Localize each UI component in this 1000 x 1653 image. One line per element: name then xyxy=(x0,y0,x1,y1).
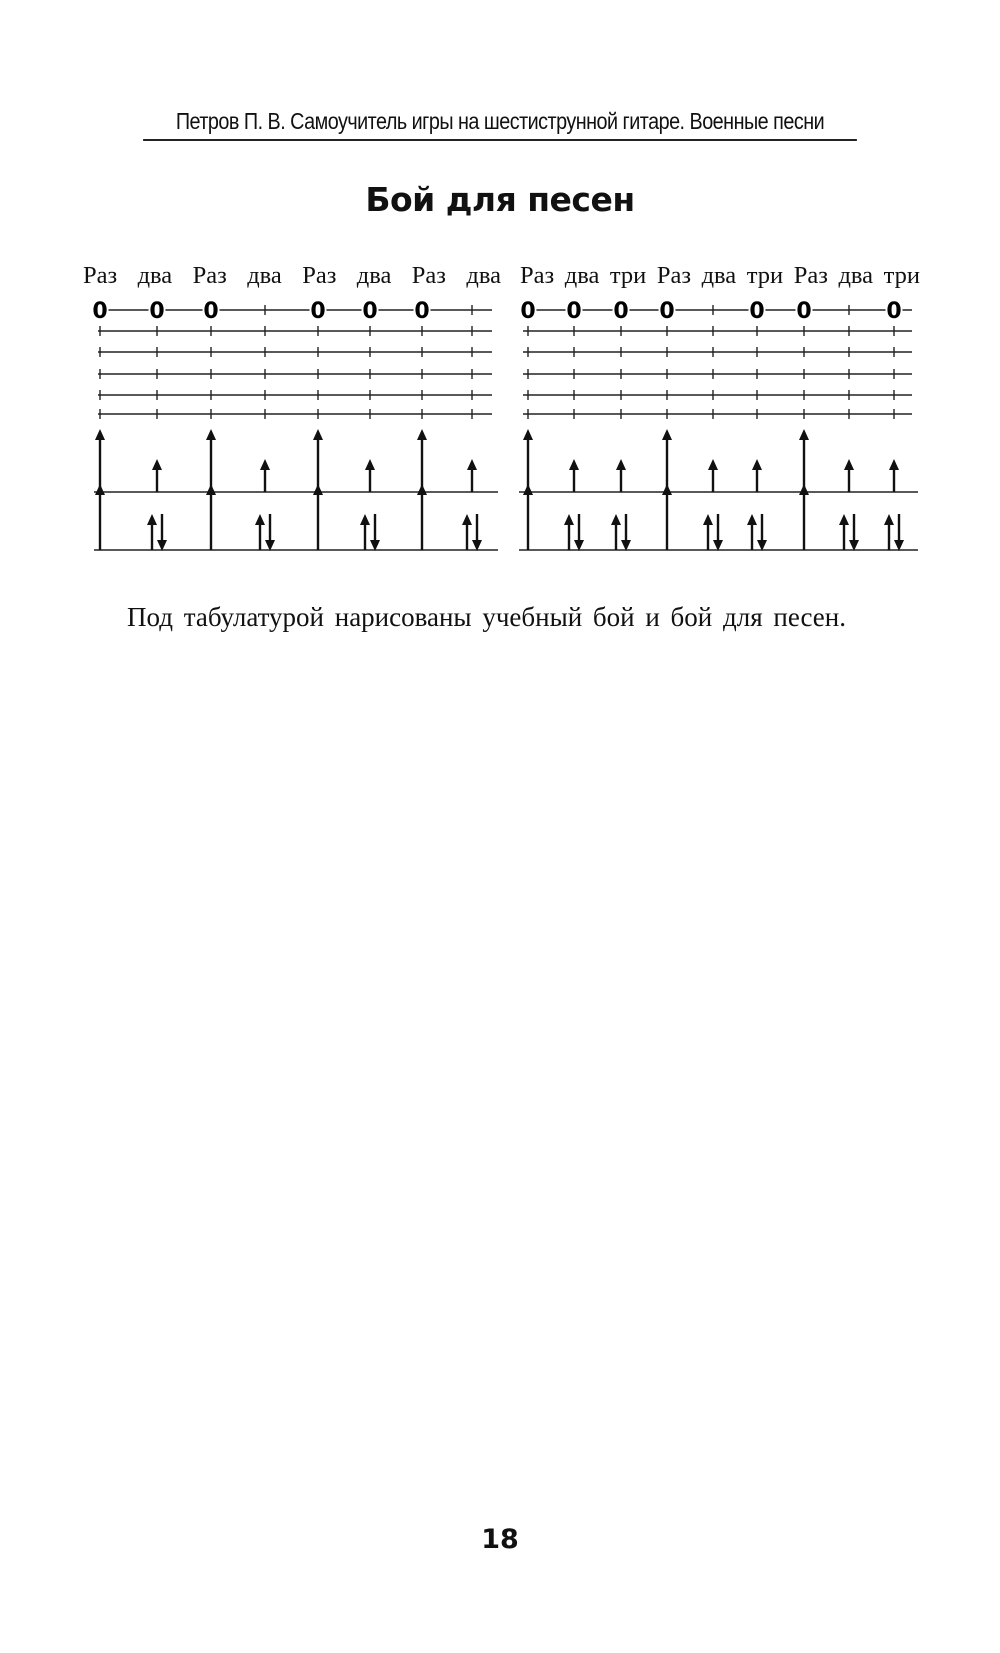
left-training-up-short-head xyxy=(467,459,477,470)
count-word: два xyxy=(564,262,600,289)
right-song-up-head xyxy=(611,514,621,525)
right-fret-number: 0 xyxy=(749,300,765,324)
left-song-up-long-head xyxy=(95,484,105,495)
count-word: Раз xyxy=(656,262,692,289)
left-song-up-long-head xyxy=(206,484,216,495)
left-song-up-long-head xyxy=(313,484,323,495)
right-song-up-head xyxy=(884,514,894,525)
right-training-up-long-head xyxy=(799,429,809,440)
right-song-up-head xyxy=(747,514,757,525)
left-training-up-short-head xyxy=(152,459,162,470)
left-training-up-long-head xyxy=(417,429,427,440)
right-training-up-short-head xyxy=(616,459,626,470)
count-row-right xyxy=(520,262,920,296)
count-word: два xyxy=(838,262,874,289)
right-song-up-long-head xyxy=(523,484,533,495)
count-word: Раз xyxy=(793,262,828,289)
count-word: Раз xyxy=(520,262,555,289)
body-paragraph: Под табулатурой нарисованы учебный бой и бой для песен. xyxy=(127,602,846,632)
section-title: Бой для песен xyxy=(365,180,635,219)
left-fret-number: 0 xyxy=(203,300,219,324)
right-song-up-long-head xyxy=(662,484,672,495)
right-fret-number: 0 xyxy=(566,300,582,324)
right-fret-number: 0 xyxy=(886,300,902,324)
left-song-up-head xyxy=(462,514,472,525)
right-fret-number: 0 xyxy=(520,300,536,324)
left-fret-number: 0 xyxy=(414,300,430,324)
page-number: 18 xyxy=(481,1524,519,1555)
count-word: Раз xyxy=(83,262,118,289)
right-training-up-long-head xyxy=(662,429,672,440)
count-word: Раз xyxy=(192,262,227,289)
right-training-up-short-head xyxy=(569,459,579,470)
left-training-up-short-head xyxy=(260,459,270,470)
count-word: Раз xyxy=(302,262,337,289)
left-training-up-long-head xyxy=(206,429,216,440)
strumming-tablature xyxy=(0,300,1000,570)
count-word: три xyxy=(609,262,647,289)
left-training-up-long-head xyxy=(313,429,323,440)
count-word: Раз xyxy=(411,262,446,289)
count-word: два xyxy=(137,262,173,289)
left-song-up-head xyxy=(255,514,265,525)
right-fret-number: 0 xyxy=(659,300,675,324)
left-song-up-head xyxy=(360,514,370,525)
left-training-up-long-head xyxy=(95,429,105,440)
left-song-up-head xyxy=(147,514,157,525)
right-song-up-head xyxy=(703,514,713,525)
right-fret-number: 0 xyxy=(796,300,812,324)
left-fret-number: 0 xyxy=(149,300,165,324)
right-song-up-long-head xyxy=(799,484,809,495)
left-song-up-long-head xyxy=(417,484,427,495)
left-fret-number: 0 xyxy=(310,300,326,324)
count-word: два xyxy=(701,262,737,289)
count-row-left xyxy=(83,262,501,296)
right-training-up-short-head xyxy=(844,459,854,470)
right-fret-number: 0 xyxy=(613,300,629,324)
left-fret-number: 0 xyxy=(92,300,108,324)
count-word: два xyxy=(247,262,282,289)
count-word: два xyxy=(356,262,392,289)
right-training-up-short-head xyxy=(708,459,718,470)
count-word: три xyxy=(883,262,920,289)
right-song-up-head xyxy=(564,514,574,525)
right-training-up-short-head xyxy=(752,459,762,470)
count-word: два xyxy=(466,262,501,289)
right-training-up-short-head xyxy=(889,459,899,470)
left-fret-number: 0 xyxy=(362,300,378,324)
right-training-up-long-head xyxy=(523,429,533,440)
right-song-up-head xyxy=(839,514,849,525)
left-training-up-short-head xyxy=(365,459,375,470)
count-word: три xyxy=(746,262,784,289)
running-head: Петров П. В. Самоучитель игры на шестиструнной гитаре. Военные песни xyxy=(143,108,857,141)
